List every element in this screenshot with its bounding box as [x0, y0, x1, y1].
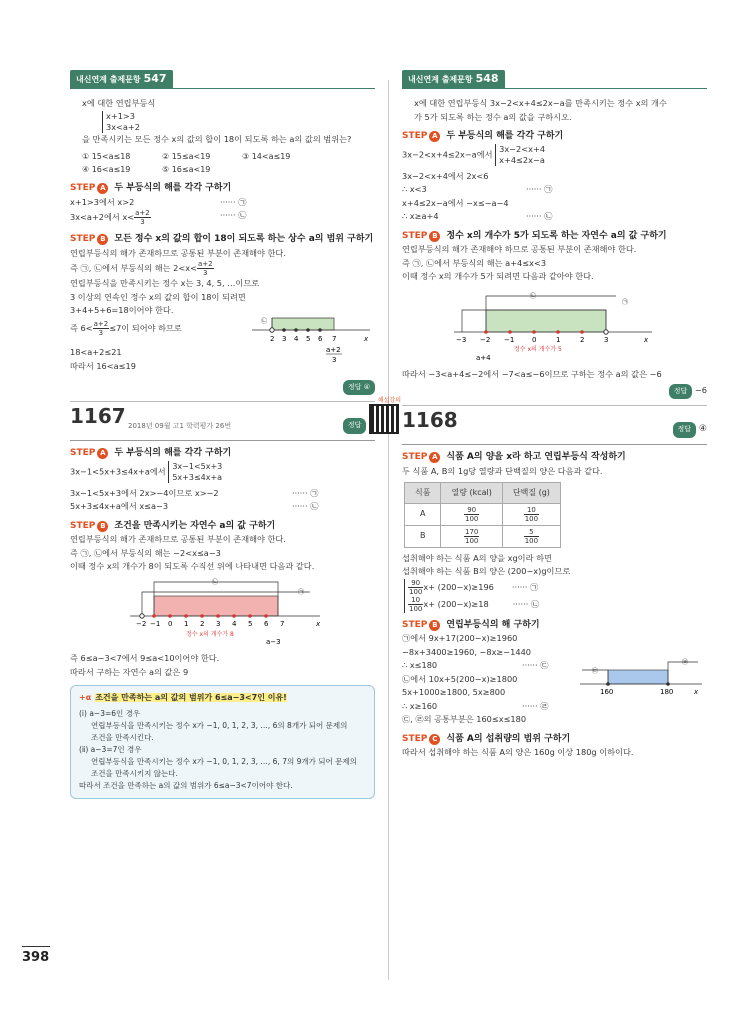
- tick-label: 1: [556, 335, 561, 344]
- tick-label: −3: [456, 335, 467, 344]
- nl-note: 정수 x의 개수가 5: [514, 345, 562, 353]
- separator: [70, 401, 375, 402]
- problem-547-body: [70, 97, 375, 176]
- choice[interactable]: ③ 14<a≤19: [242, 152, 291, 161]
- left-column: 내신연계 출제문항 547 x에 대한 연립부등식 x+1>3 3x<a+2 을 만족시키는 모든 정수 x의 값의 합이 18이 되도록 하는 a의 값의 범위는? ① 15<a≤18 ② 15≤a<19 ③ 14<a≤19 ④ 16<a≤19 ⑤ 16≤a<19 STEP A 두 부등식의 해를 각각 구하기 x+1>3에서 x>2 ······ ㉠ 3x<a+2에서 x< $\frac{a+2}{3}$ ······ ㉡ STEP B 모든 정수 x의 값의 합이 18이 되도록 하는 상수 a의 범위 구하기 연립부등식의 해가 존재하므로 공통된 부분이 존재해야 한다. 즉 ㉠, ㉡에서 부등식의 해는 2<x< $\frac{a+2}{3}$ 연립부등식을 만족시키는 정수 x는 3, 4, 5, …이므로 3 이상의 연속인 정수 x의 값의 합이 18이 되려면 3+4+5+6=18이어야 한다. 즉 6< $\frac{a+2}{3}$ ≤7이 되어야 하므로 18<a+2≤21 따라서 16<a≤19 ㉡ 2 3 4 5 6 7 x a+2 3 정답 ④ 1167 2018년 09월 고1 학력평가 26번 정답 해설강의 STEP A 두 부등식의 해를 각각 구하기 3x−1<5x+3≤4x+a에서 3x−1<5x+3 5x+3≤4x+a 3x−1<5x+3에서 2x>−4이므로 x>−2 ······ ㉠ 5x+3≤4x+a에서 x≤a−3 ······ ㉡ STEP B 조건을 만족시키는 자연수 a의 값 구하기 연립부등식의 해가 존재하므로 공통된 부분이 존재해야 한다. 즉 ㉠, ㉡에서 부등식의 해는 −2<x≤a−3 이때 정수 x의 개수가 8이 되도록 수직선 위에 나타내면 다음과 같다. ㉡ ㉠ −2 −1 0 1 2 3 4 5 6 7 x 정수 x의 개수가 8 a−3 즉 6≤a−3<7에서 9≤a<10이어야 한다. 따라서 구하는 자연수 a의 값은 9 +α 조건을 만족하는 a의 값의 범위가 6≤a−3<7인 이유! (ⅰ) a−3=6인 경우 연립부등식을 만족시키는 정수 x가 −1, 0, 1, 2, 3, …, 6의 8개가 되어 문제의 조건을 만족시킨다. (ⅱ) a−3=7인 경우 연립부등식을 만족시키는 정수 x가 −1, 0, 1, 2, 3, …, 6, 7의 9개가 되어 문제의 조건을 만족시키지 않는다. 따라서 조건을 만족하는 a의 값의 범위가 6≤a−3<7이어야 한다.: [70, 70, 375, 799]
- tick-label: 2: [200, 619, 205, 628]
- tick-label: 160: [600, 688, 614, 696]
- nl-below: a−3: [266, 637, 281, 646]
- qr-label: 해설강의: [377, 397, 401, 404]
- tick-label: 3: [604, 335, 609, 344]
- tick-label: 5: [306, 334, 311, 343]
- tick-label: x: [694, 688, 699, 696]
- step-a: STEP A 두 부등식의 해를 각각 구하기: [402, 131, 564, 141]
- choice[interactable]: ④ 16<a≤19: [82, 165, 131, 174]
- number-line-1167: [70, 574, 370, 648]
- question-text: x에 대한 연립부등식: [82, 98, 156, 108]
- problem-source: 2018년 09월 고1 학력평가 26번: [128, 422, 232, 430]
- step-b: STEP B 조건을 만족시키는 자연수 a의 값 구하기: [70, 520, 276, 531]
- svg-text:㉠: ㉠: [622, 298, 629, 306]
- step-a: STEP A 두 부등식의 해를 각각 구하기: [70, 448, 232, 458]
- tick-label: 0: [532, 335, 537, 344]
- tick-label: x: [644, 335, 649, 344]
- inequality-system: x+1>3 3x<a+2: [82, 111, 375, 133]
- tick-label: x: [316, 619, 321, 628]
- nl-below: a+4: [476, 353, 491, 362]
- page: [10, 10, 720, 1010]
- tick-label: 2: [580, 335, 585, 344]
- answer-choices: [82, 150, 375, 176]
- svg-text:㉠: ㉠: [298, 588, 305, 596]
- tick-label: −2: [480, 335, 491, 344]
- page-number: 398: [22, 950, 50, 965]
- question-text: 을 만족시키는 모든 정수 x의 값의 합이 18이 되도록 하는 a의 값의 범위는?: [82, 133, 352, 144]
- tick-label: 1: [184, 619, 189, 628]
- number-line-1168: [578, 656, 706, 706]
- column-divider: [388, 80, 389, 980]
- tick-label: 3: [282, 334, 287, 343]
- tick-label: 6: [264, 619, 269, 628]
- step-a: STEP A 식품 A의 양을 x라 하고 연립부등식 작성하기: [402, 452, 626, 462]
- choice[interactable]: ⑤ 16≤a<19: [162, 165, 211, 174]
- tick-label: 2: [270, 334, 275, 343]
- page-number-rule: [22, 946, 50, 947]
- nl-note: 정수 x의 개수가 8: [186, 630, 234, 638]
- svg-text:㉡: ㉡: [212, 578, 219, 586]
- number-line-547: [248, 310, 378, 380]
- problem-547-header: [70, 70, 375, 89]
- tick-label: 7: [332, 334, 337, 343]
- step-b: STEP B 모든 정수 x의 값의 합이 18이 되도록 하는 상수 a의 범위 구하기: [70, 234, 374, 244]
- tick-label: 4: [294, 334, 299, 343]
- problem-tag: 내신연계 출제문항 547: [70, 70, 173, 89]
- problem-1168-header: 1168 정답 ④: [402, 414, 707, 445]
- number-line-548: [402, 284, 702, 364]
- inequality-system: $\frac{90}{100}$ x+ (200−x)≥196 ······ ㉠ $\frac{10}{100}$ x+ (200−x)≥18 ······ ㉡: [404, 579, 539, 613]
- step-c: STEP C 식품 A의 섭취량의 범위 구하기: [402, 733, 571, 744]
- choice[interactable]: ① 15<a≤18: [82, 152, 131, 161]
- svg-text:㉡: ㉡: [530, 292, 537, 300]
- right-column: 내신연계 출제문항 548 x에 대한 연립부등식 3x−2<x+4≤2x−a를 만족시키는 정수 x의 개수 가 5가 되도록 하는 정수 a의 값을 구하시오. STEP A 두 부등식의 해를 각각 구하기 3x−2<x+4≤2x−a에서 3x−2<x+4 x+4≤2x−a 3x−2<x+4에서 2x<6 ∴ x<3 ······ ㉠ x+4≤2x−a에서 −x≤−a−4 ∴ x≥a+4 ······ ㉡ STEP B 정수 x의 개수가 5가 되도록 하는 자연수 a의 값 구하기 연립부등식의 해가 존재해야 하므로 공통된 부분이 존재해야 한다. 즉 ㉠, ㉡에서 부등식의 해는 a+4≤x<3 이때 정수 x의 개수가 5가 되려면 다음과 같아야 한다. ㉡ ㉠ −3 −2 −1 0 1 2 3 x 정수 x의 개수가 5 a+4 따라서 −3<a+4≤−2에서 −7<a≤−6이므로 구하는 정수 a의 값은 −6 정답 −6 1168 정답 ④ STEP A 식품 A의 양을 x라 하고 연립부등식 작성하기 두 식품 A, B의 1g당 열량과 단백질의 양은 다음과 같다. 식품 열량 (kcal) 단백질 (g) A $\frac{90}{100}$ $\frac{10}{100}$ B $\frac{170}{100}$ $\frac{5}{100}$ 섭취해야 하는 식품 A의 양을 xg이라 하면 섭취해야 하는 식품 B의 양은 (200−x)g이므로 $\frac{90}{100}$ x+ (200−x)≥196 ······ ㉠ $\frac{10}{100}$ x+ (200−x)≥18 ······ ㉡ STEP B 연립부등식의 해 구하기 ㉠에서 9x+17(200−x)≥1960 −8x+3400≥1960, −8x≥−1440 ∴ x≤180 ······ ㉢ ㉡에서 10x+5(200−x)≥1800 5x+1000≥1800, 5x≥800 ∴ x≥160 ······ ㉣ ㉢, ㉣의 공통부분은 160≤x≤180 ㉣ ㉢ 160 180 x STEP C 식품 A의 섭취량의 범위 구하기 따라서 섭취해야 하는 식품 A의 양은 160g 이상 180g 이하이다.: [402, 72, 707, 757]
- nutrition-table: 식품 열량 (kcal) 단백질 (g) A $\frac{90}{100}$ $\frac{10}{100}$ B $\frac{170}{100}$ $\frac{5}{100}$: [404, 482, 561, 548]
- svg-text:a+2: a+2: [326, 345, 341, 354]
- tick-label: 180: [660, 688, 674, 696]
- svg-text:㉣: ㉣: [682, 659, 689, 666]
- tick-label: 5: [248, 619, 253, 628]
- step-b: STEP B 정수 x의 개수가 5가 되도록 하는 자연수 a의 값 구하기: [402, 230, 667, 241]
- svg-text:3: 3: [332, 355, 337, 364]
- qr-code-icon[interactable]: [369, 404, 399, 434]
- tick-label: 3: [216, 619, 221, 628]
- svg-text:㉡: ㉡: [261, 317, 268, 325]
- answer-badge: 정답 ④: [343, 380, 375, 396]
- choice[interactable]: ② 15≤a<19: [162, 152, 211, 161]
- extra-note-box: +α 조건을 만족하는 a의 값의 범위가 6≤a−3<7인 이유! (ⅰ) a−3=6인 경우 연립부등식을 만족시키는 정수 x가 −1, 0, 1, 2, 3, …, 6의 8개가 되어 문제의 조건을 만족시킨다. (ⅱ) a−3=7인 경우 연립부등식을 만족시키는 정수 x가 −1, 0, 1, 2, 3, …, 6, 7의 9개가 되어 문제의 조건을 만족시키지 않는다. 따라서 조건을 만족하는 a의 값의 범위가 6≤a−3<7이어야 한다.: [70, 685, 375, 799]
- tick-label: −1: [504, 335, 515, 344]
- tick-label: 6: [318, 334, 323, 343]
- problem-548-header: 내신연계 출제문항 548: [402, 70, 707, 89]
- tick-label: x: [364, 334, 369, 343]
- step-a: STEP A 두 부등식의 해를 각각 구하기: [70, 183, 232, 193]
- problem-1167-header: 1167 2018년 09월 고1 학력평가 26번 정답 해설강의: [70, 410, 375, 441]
- problem-number: 1167: [70, 404, 126, 428]
- tick-label: 4: [232, 619, 237, 628]
- tick-label: 0: [168, 619, 173, 628]
- tick-label: 7: [280, 619, 285, 628]
- tick-label: −2: [136, 619, 147, 628]
- step-b: STEP B 연립부등식의 해 구하기: [402, 619, 540, 630]
- svg-text:㉢: ㉢: [592, 668, 599, 675]
- tick-label: −1: [150, 619, 161, 628]
